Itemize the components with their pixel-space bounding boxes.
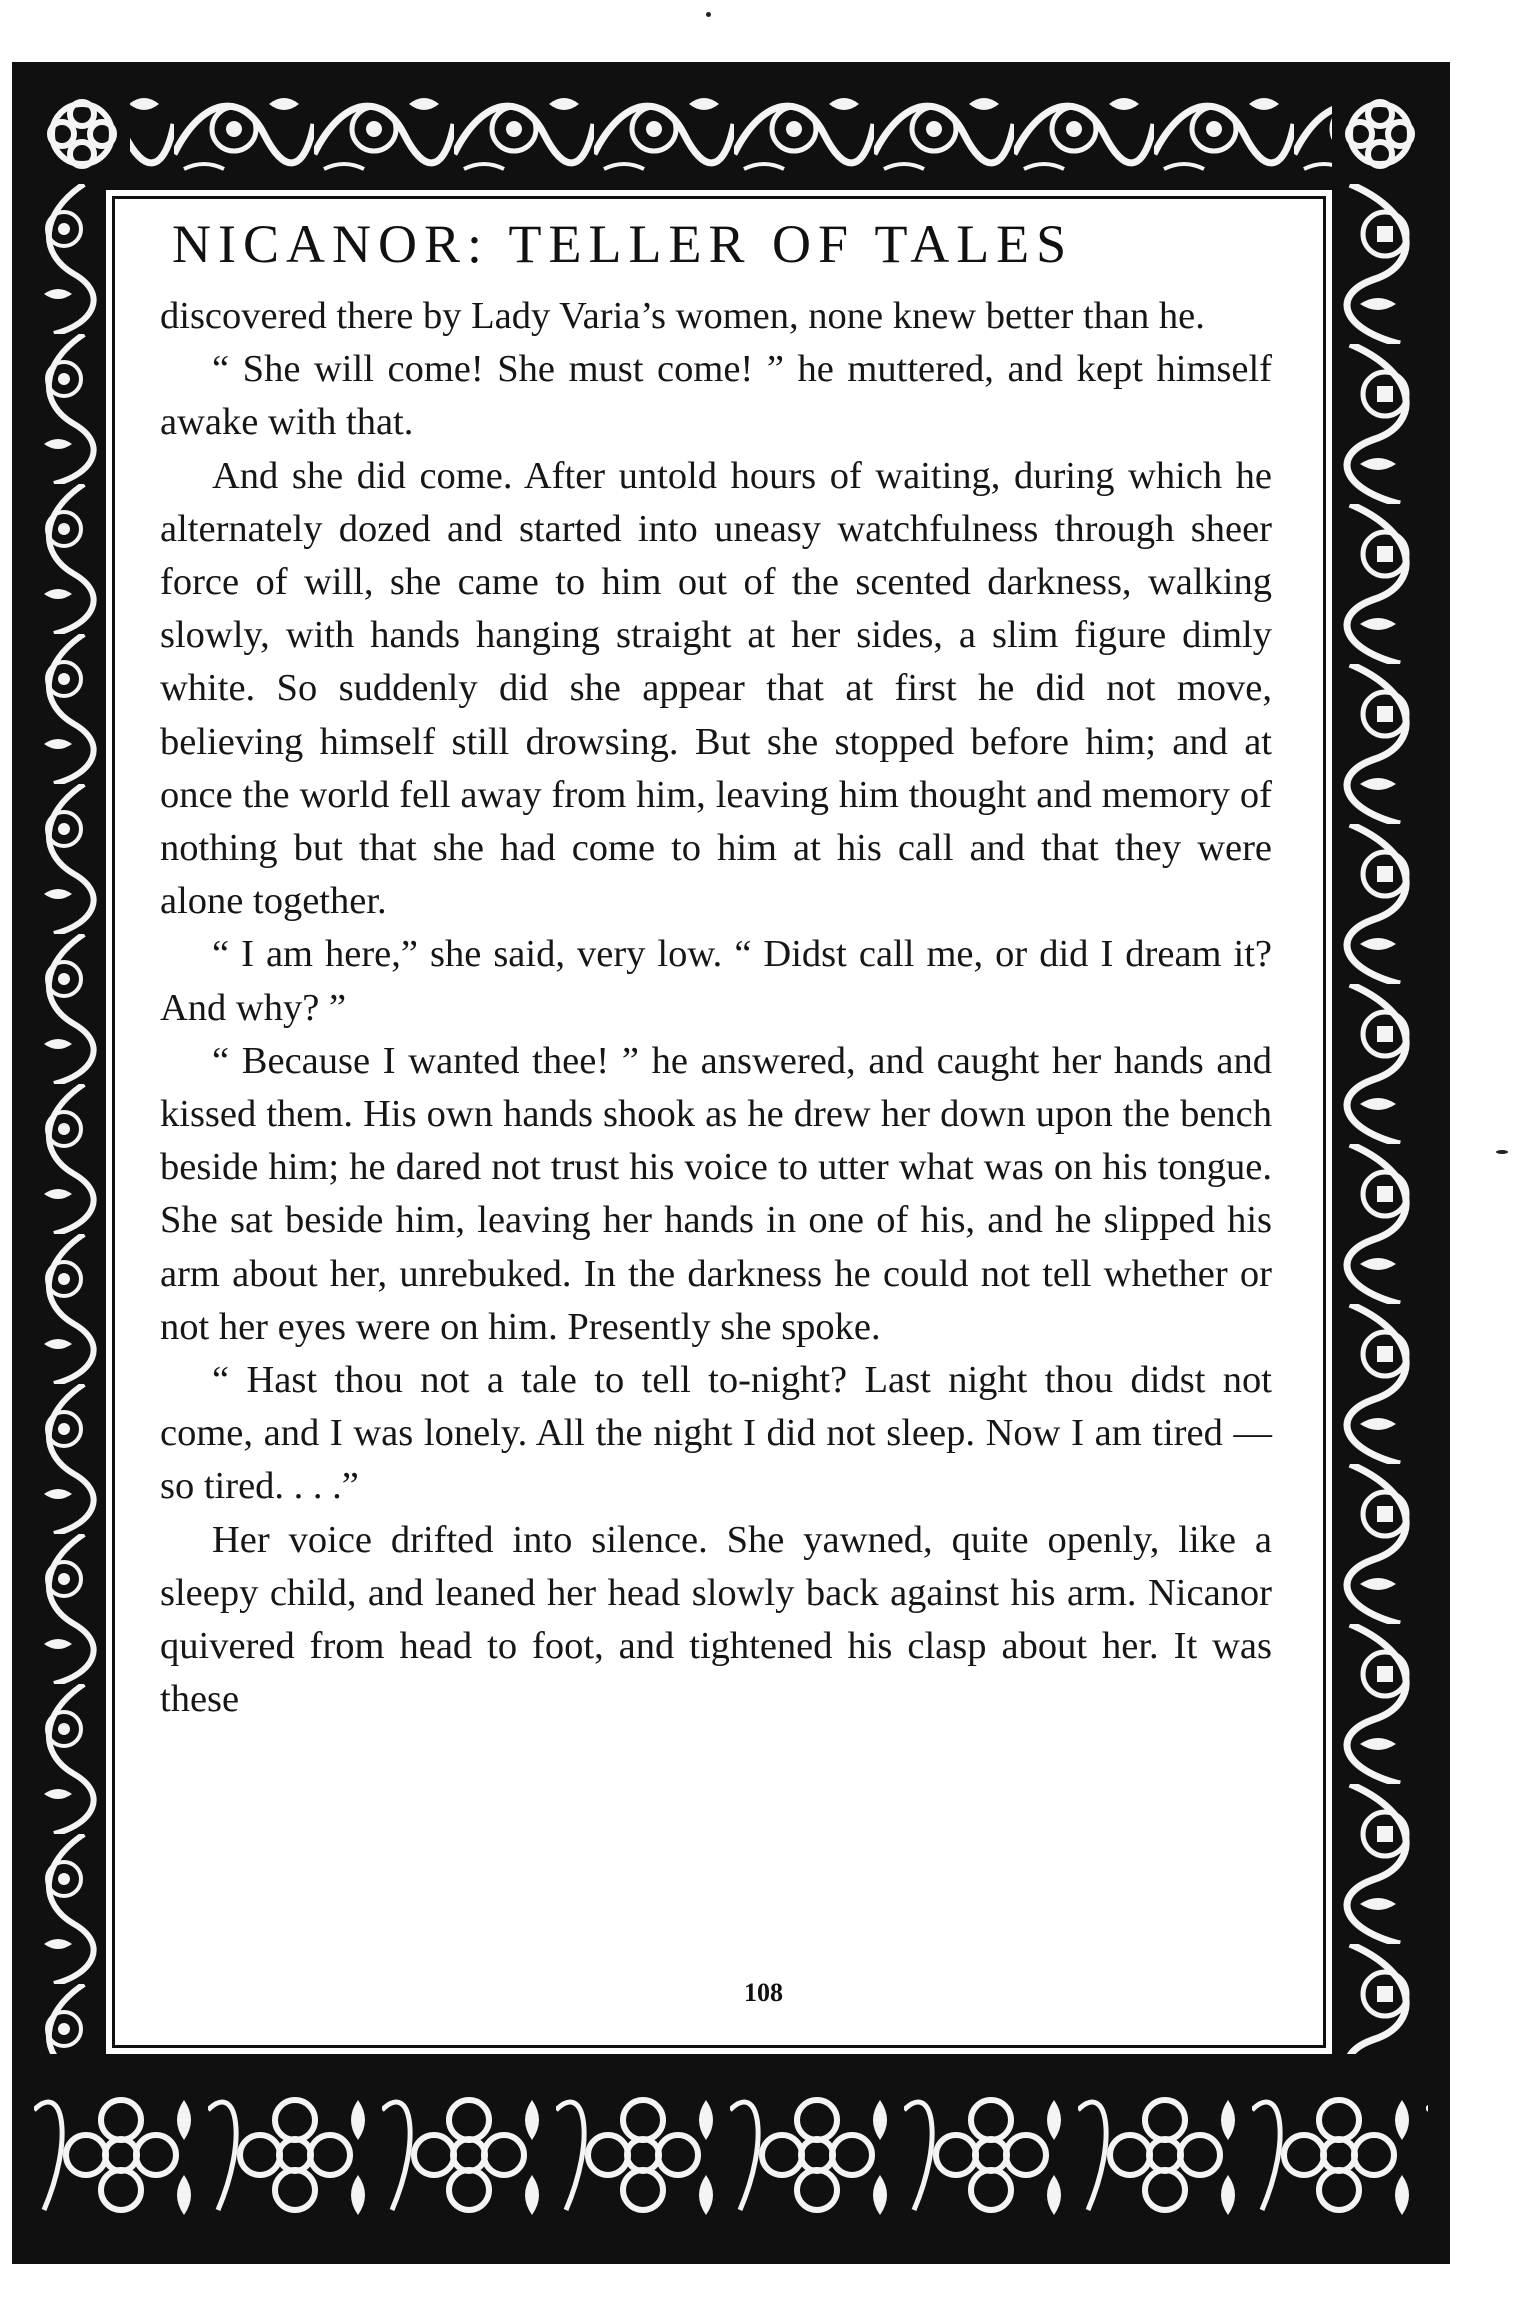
paragraph: “ She will come! She must come! ” he muttered, and kept himself awake with that. xyxy=(160,348,1272,444)
right-ornament-band xyxy=(1330,184,1428,2054)
left-ornament-band xyxy=(34,184,100,2054)
scan-speck xyxy=(1496,1150,1508,1154)
paragraph: Her voice drifted into silence. She yawned, quite openly, like a sleepy child, and leaned her head slowly back against his arm. Nicanor quivered from head to foot, and tightened his clasp about her. It was these xyxy=(160,1518,1272,1721)
top-ornament-band xyxy=(34,84,1428,184)
paragraph: “ Hast thou not a tale to tell to-night? Last night thou didst not come, and I was lonely. All the night I did not sleep. Now I am tired — so tired. . . .” xyxy=(160,1359,1272,1508)
body-text xyxy=(160,290,1272,1726)
running-head: NICANOR: TELLER OF TALES xyxy=(172,214,1074,274)
paragraph: And she did come. After untold hours of waiting, during which he alternately dozed and started into uneasy watchfulness through sheer force of will, she came to him out of the scented darkness, walking slowly, with hands hanging straight at her sides, a slim figure dimly white. So suddenly did she appear that at first he did not move, believing himself still drowsing. But she stopped before him; and at once the world fell away from him, leaving him thought and memory of nothing but that she had come to him at his call and that they were alone together. xyxy=(160,454,1272,923)
scan-speck xyxy=(706,12,711,17)
paragraph: “ I am here,” she said, very low. “ Didst call me, or did I dream it? And why? ” xyxy=(160,933,1272,1029)
paragraph: discovered there by Lady Varia’s women, none knew better than he. xyxy=(160,295,1205,337)
paragraph: “ Because I wanted thee! ” he answered, and caught her hands and kissed them. His own hands shook as he drew her down upon the bench beside him; he dared not trust his voice to utter what was on his tongue. She sat beside him, leaving her hands in one of his, and he slipped his arm about her, unrebuked. In the darkness he could not tell whether or not her eyes were on him. Presently she spoke. xyxy=(160,1039,1272,1348)
page-number: 108 xyxy=(744,1978,783,2007)
bottom-ornament-band xyxy=(34,2080,1428,2230)
